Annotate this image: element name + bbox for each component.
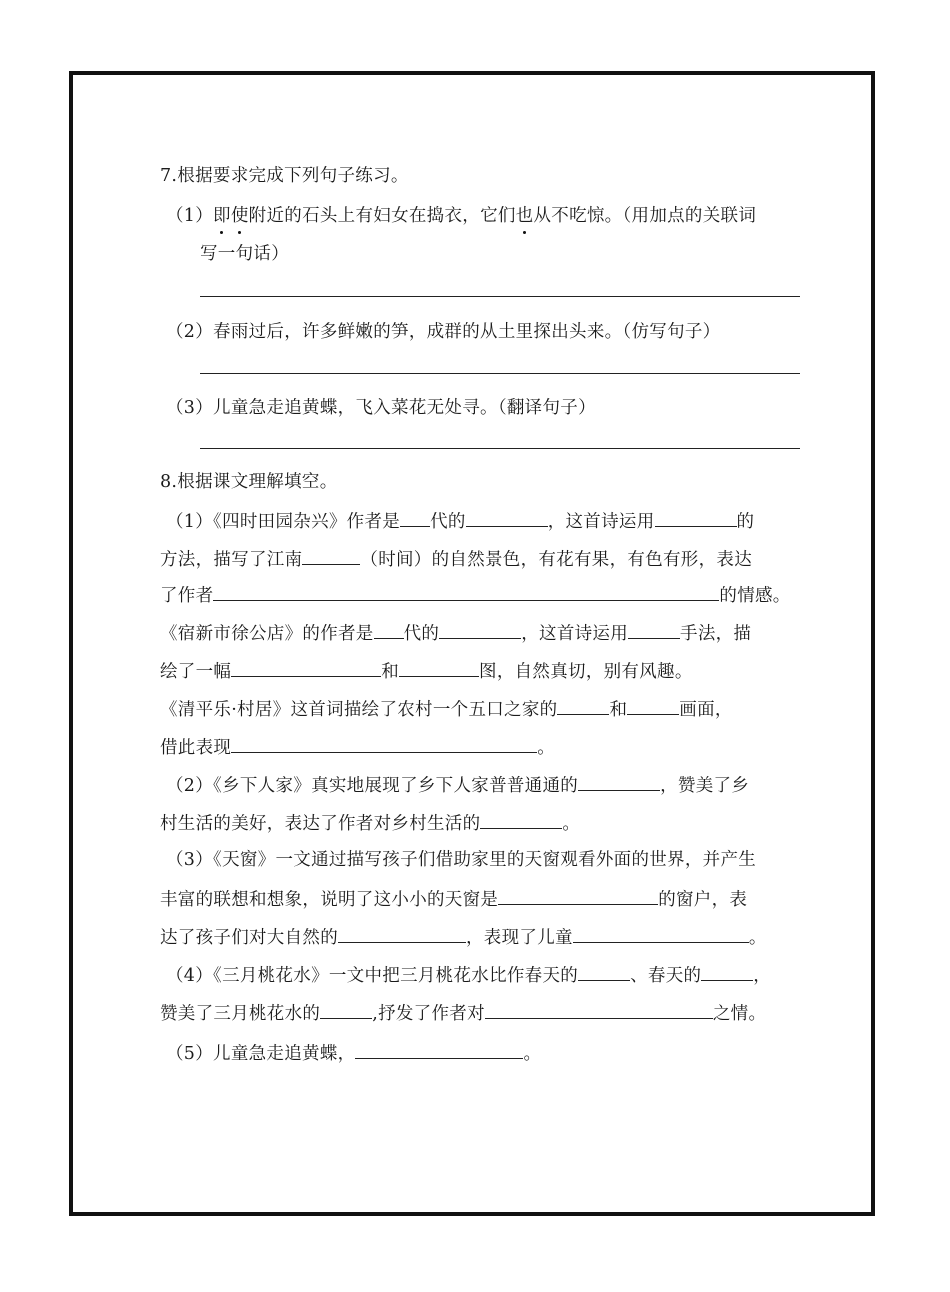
blank[interactable] <box>320 1000 372 1019</box>
blank[interactable] <box>400 508 430 527</box>
q8-line: 达了孩子们对大自然的 ，表现了儿童 。 <box>160 924 767 950</box>
blank[interactable] <box>655 508 737 527</box>
q8-line: 方法，描写了江南 （时间）的自然景色，有花有果，有色有形，表达 <box>160 546 752 572</box>
blank[interactable] <box>628 620 680 639</box>
emphasis-dot-ji: 即 <box>213 206 231 226</box>
blank[interactable] <box>578 962 630 981</box>
emphasis-dot-ye: 也 <box>515 206 534 226</box>
q8-title: 8.根据课文理解填空。 <box>160 472 338 492</box>
q8-line: 绘了一幅 和 图，自然真切，别有风趣。 <box>160 658 693 684</box>
blank[interactable] <box>578 772 660 791</box>
q8-line: 《宿新市徐公店》的作者是 代的 ，这首诗运用 手法，描 <box>160 620 751 646</box>
q8-line: 赞美了三月桃花水的 ,抒发了作者对 之情。 <box>160 1000 766 1026</box>
q8-line: 借此表现 。 <box>160 734 555 760</box>
blank[interactable] <box>485 1000 713 1019</box>
q8-line: 丰富的联想和想象，说明了这小小的天窗是 的窗户，表 <box>160 886 747 912</box>
blank[interactable] <box>573 924 749 943</box>
emphasis-dot-shi: 使 <box>230 206 249 226</box>
blank[interactable] <box>439 620 521 639</box>
q8-line: 《清平乐·村居》这首词描绘了农村一个五口之家的 和 画面， <box>160 696 733 722</box>
q7-item1-line2: 写一句话） <box>200 244 289 264</box>
blank[interactable] <box>231 658 381 677</box>
q8-line: （5）儿童急走追黄蝶， 。 <box>166 1040 541 1066</box>
blank[interactable] <box>338 924 466 943</box>
blank[interactable] <box>627 696 679 715</box>
q7-item1: （1）即使附近的石头上有妇女在捣衣，它们也从不吃惊。（用加点的关联词 <box>166 206 757 226</box>
blank[interactable] <box>231 734 537 753</box>
q8-line: （2）《乡下人家》真实地展现了乡下人家普普通通的 ，赞美了乡 <box>166 772 749 798</box>
blank[interactable] <box>480 810 562 829</box>
blank[interactable] <box>701 962 753 981</box>
q8-line: 村生活的美好，表达了作者对乡村生活的 。 <box>160 810 580 836</box>
blank[interactable] <box>557 696 609 715</box>
q7-item2: （2）春雨过后，许多鲜嫩的笋，成群的从土里探出头来。（仿写句子） <box>166 322 721 342</box>
blank[interactable] <box>466 508 548 527</box>
blank[interactable] <box>498 886 658 905</box>
blank[interactable] <box>374 620 404 639</box>
q8-line: （1）《四时田园杂兴》作者是 代的 ，这首诗运用 的 <box>166 508 754 534</box>
blank[interactable] <box>213 582 719 601</box>
blank[interactable] <box>302 546 360 565</box>
q7-title: 7.根据要求完成下列句子练习。 <box>160 166 409 186</box>
q7-answer-line-3[interactable] <box>200 448 800 449</box>
blank[interactable] <box>355 1040 523 1059</box>
blank[interactable] <box>399 658 479 677</box>
q7-item3: （3）儿童急走追黄蝶，飞入菜花无处寻。（翻译句子） <box>166 398 596 418</box>
q8-line: 了作者 的情感。 <box>160 582 791 608</box>
q7-answer-line-2[interactable] <box>200 373 800 374</box>
q7-answer-line-1[interactable] <box>200 296 800 297</box>
q8-line: （3）《天窗》一文通过描写孩子们借助家里的天窗观看外面的世界，并产生 <box>166 850 757 870</box>
q8-line: （4）《三月桃花水》一文中把三月桃花水比作春天的 、春天的 ， <box>166 962 771 988</box>
